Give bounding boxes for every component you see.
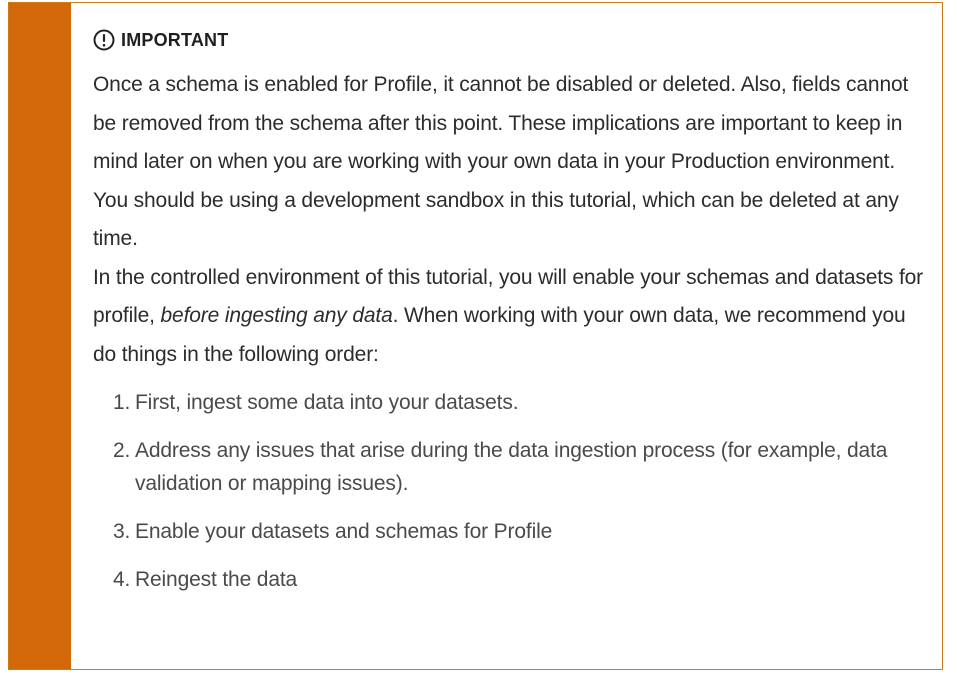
callout-header	[93, 26, 928, 54]
list-item-text: Address any issues that arise during the data ingestion process (for example, data validation or mapping issues).	[135, 439, 888, 495]
paragraph-2-text-start: In the controlled environment of this tutorial, you will enable your schemas and datasets for profile,	[93, 265, 924, 327]
list-item-number: 3.	[113, 520, 131, 543]
callout-paragraph-2	[93, 259, 928, 375]
list-item-text: First, ingest some data into your datasets.	[135, 391, 519, 414]
ordered-steps-list	[93, 386, 928, 596]
list-item	[113, 434, 928, 500]
callout-title: IMPORTANT	[121, 29, 229, 50]
list-item	[113, 515, 928, 548]
callout-accent-bar	[9, 3, 71, 669]
callout-paragraph-1: Once a schema is enabled for Profile, it cannot be disabled or deleted. Also, fields cannot be removed from the schema after this point. These implications are important to keep in mind later on when you are working with your own data in your Production environment. You should be using a development sandbox in this tutorial, which can be deleted at any time.	[93, 73, 909, 250]
important-callout	[8, 2, 943, 670]
list-item-text: Reingest the data	[135, 568, 298, 591]
list-item-text: Enable your datasets and schemas for Profile	[135, 520, 553, 543]
list-item-number: 1.	[113, 391, 131, 414]
list-item	[113, 386, 928, 419]
list-item	[113, 563, 928, 596]
paragraph-2-emphasis: before ingesting any data	[160, 304, 393, 327]
callout-body	[71, 3, 942, 669]
paragraph-2-text-end: . When working with your own data, we recommend you do things in the following order:	[93, 304, 906, 366]
list-item-number: 4.	[113, 568, 131, 591]
alert-circle-icon	[93, 29, 115, 51]
list-item-number: 2.	[113, 439, 131, 462]
